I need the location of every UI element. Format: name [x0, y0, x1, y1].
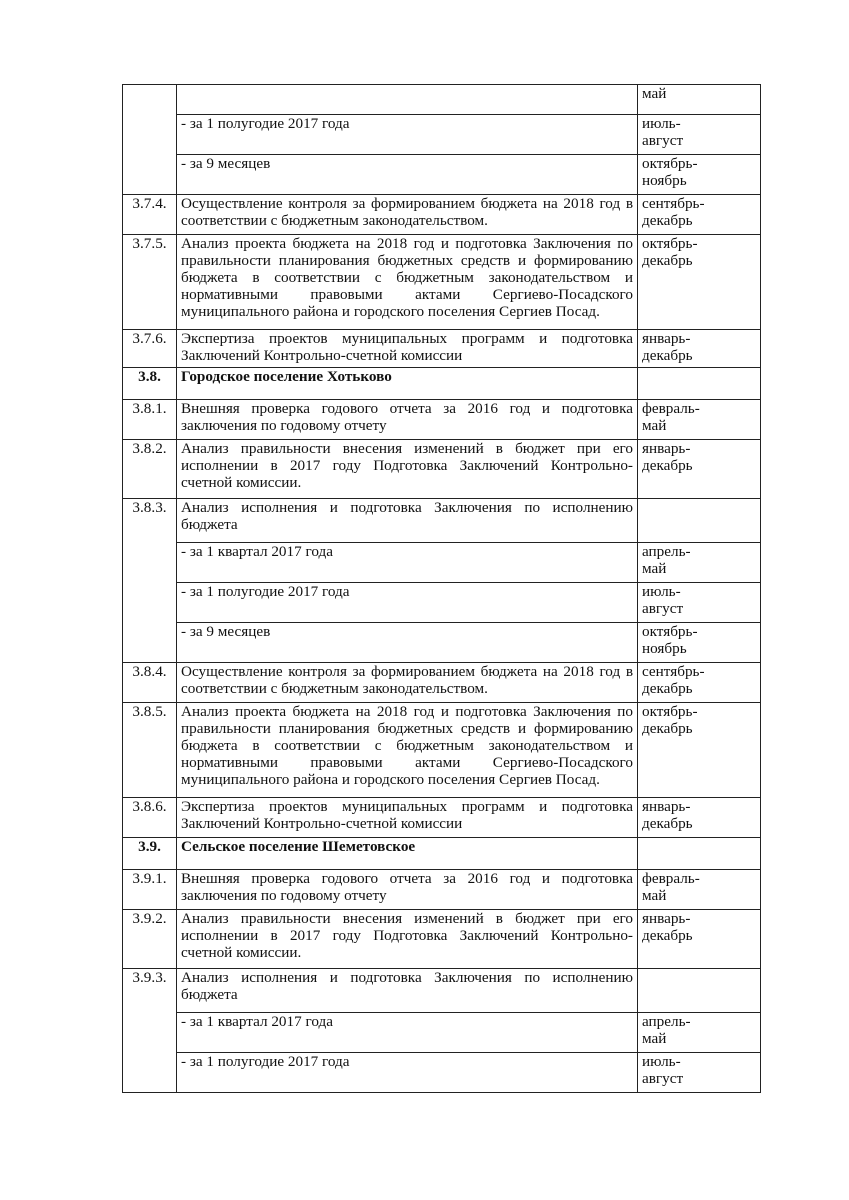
item-text: Экспертиза проектов муниципальных программ и подготовка Заключений Контрольно-счетной комиссии — [177, 798, 638, 838]
item-text: Анализ проекта бюджета на 2018 год и подготовка Заключения по правильности планирования бюджетных средств и формированию бюджета в соответствии с бюджетным законодательством и нормативными правовыми актами Сергиево-Посадского муниципального района и городского поселения Сергиев Посад. — [177, 235, 638, 330]
item-text: Анализ правильности внесения изменений в бюджет при его исполнении в 2017 году Подготовка Заключений Контрольно-счетной комиссии. — [177, 910, 638, 969]
table-row — [123, 798, 761, 838]
item-period — [638, 969, 761, 1013]
section-title: Городское поселение Хотьково — [177, 368, 638, 400]
item-text: - за 1 квартал 2017 года — [177, 543, 638, 583]
item-text: - за 1 полугодие 2017 года — [177, 115, 638, 155]
item-period — [638, 368, 761, 400]
table-row — [123, 910, 761, 969]
item-period: июль- август — [638, 1053, 761, 1093]
item-text: Внешняя проверка годового отчета за 2016 год и подготовка заключения по годовому отчету — [177, 870, 638, 910]
item-number: 3.8.5. — [123, 703, 177, 798]
table-row — [123, 235, 761, 330]
item-number: 3.9.2. — [123, 910, 177, 969]
item-text: - за 1 квартал 2017 года — [177, 1013, 638, 1053]
table-row — [123, 969, 761, 1013]
item-text: Осуществление контроля за формированием бюджета на 2018 год в соответствии с бюджетным законодательством. — [177, 663, 638, 703]
item-period: сентябрь- декабрь — [638, 663, 761, 703]
table-row — [123, 440, 761, 499]
section-row — [123, 368, 761, 400]
item-text: Внешняя проверка годового отчета за 2016 год и подготовка заключения по годовому отчету — [177, 400, 638, 440]
table-row — [123, 330, 761, 368]
table-row — [123, 155, 761, 195]
item-text: Анализ исполнения и подготовка Заключения по исполнению бюджета — [177, 499, 638, 543]
item-number: 3.8.1. — [123, 400, 177, 440]
item-period — [638, 499, 761, 543]
item-number: 3.9.1. — [123, 870, 177, 910]
item-text: - за 1 полугодие 2017 года — [177, 1053, 638, 1093]
item-period: июль- август — [638, 583, 761, 623]
item-period: январь- декабрь — [638, 330, 761, 368]
item-text: Анализ проекта бюджета на 2018 год и подготовка Заключения по правильности планирования бюджетных средств и формированию бюджета в соответствии с бюджетным законодательством и нормативными правовыми актами Сергиево-Посадского муниципального района и городского поселения Сергиев Посад. — [177, 703, 638, 798]
item-number — [123, 85, 177, 195]
item-period: октябрь- ноябрь — [638, 623, 761, 663]
table-row — [123, 870, 761, 910]
section-title: Сельское поселение Шеметовское — [177, 838, 638, 870]
table-row — [123, 400, 761, 440]
item-period: октябрь- ноябрь — [638, 155, 761, 195]
table-row — [123, 543, 761, 583]
item-number: 3.8.4. — [123, 663, 177, 703]
item-number: 3.8.3. — [123, 499, 177, 663]
item-period: апрель- май — [638, 1013, 761, 1053]
item-period: октябрь- декабрь — [638, 703, 761, 798]
table-row — [123, 499, 761, 543]
item-number: 3.8.2. — [123, 440, 177, 499]
section-row — [123, 838, 761, 870]
item-number: 3.7.4. — [123, 195, 177, 235]
item-number: 3.7.5. — [123, 235, 177, 330]
item-period: июль- август — [638, 115, 761, 155]
table-row — [123, 85, 761, 115]
table-row — [123, 115, 761, 155]
item-text: - за 9 месяцев — [177, 155, 638, 195]
item-number: 3.9.3. — [123, 969, 177, 1093]
item-period — [638, 838, 761, 870]
table-row — [123, 663, 761, 703]
table-row — [123, 195, 761, 235]
item-text: Анализ исполнения и подготовка Заключения по исполнению бюджета — [177, 969, 638, 1013]
item-text: - за 9 месяцев — [177, 623, 638, 663]
item-period: октябрь- декабрь — [638, 235, 761, 330]
work-plan-table — [122, 84, 761, 1093]
item-period: февраль- май — [638, 870, 761, 910]
item-period: январь- декабрь — [638, 910, 761, 969]
item-period: январь- декабрь — [638, 798, 761, 838]
table-row — [123, 703, 761, 798]
item-text: Экспертиза проектов муниципальных программ и подготовка Заключений Контрольно-счетной комиссии — [177, 330, 638, 368]
section-number: 3.9. — [123, 838, 177, 870]
item-period: апрель- май — [638, 543, 761, 583]
table-row — [123, 583, 761, 623]
section-number: 3.8. — [123, 368, 177, 400]
item-text: Осуществление контроля за формированием бюджета на 2018 год в соответствии с бюджетным законодательством. — [177, 195, 638, 235]
item-text — [177, 85, 638, 115]
item-number: 3.8.6. — [123, 798, 177, 838]
item-text: - за 1 полугодие 2017 года — [177, 583, 638, 623]
item-period: май — [638, 85, 761, 115]
item-number: 3.7.6. — [123, 330, 177, 368]
item-period: сентябрь- декабрь — [638, 195, 761, 235]
item-period: февраль- май — [638, 400, 761, 440]
table-row — [123, 623, 761, 663]
table-row — [123, 1053, 761, 1093]
table-row — [123, 1013, 761, 1053]
item-period: январь- декабрь — [638, 440, 761, 499]
item-text: Анализ правильности внесения изменений в бюджет при его исполнении в 2017 году Подготовка Заключений Контрольно-счетной комиссии. — [177, 440, 638, 499]
